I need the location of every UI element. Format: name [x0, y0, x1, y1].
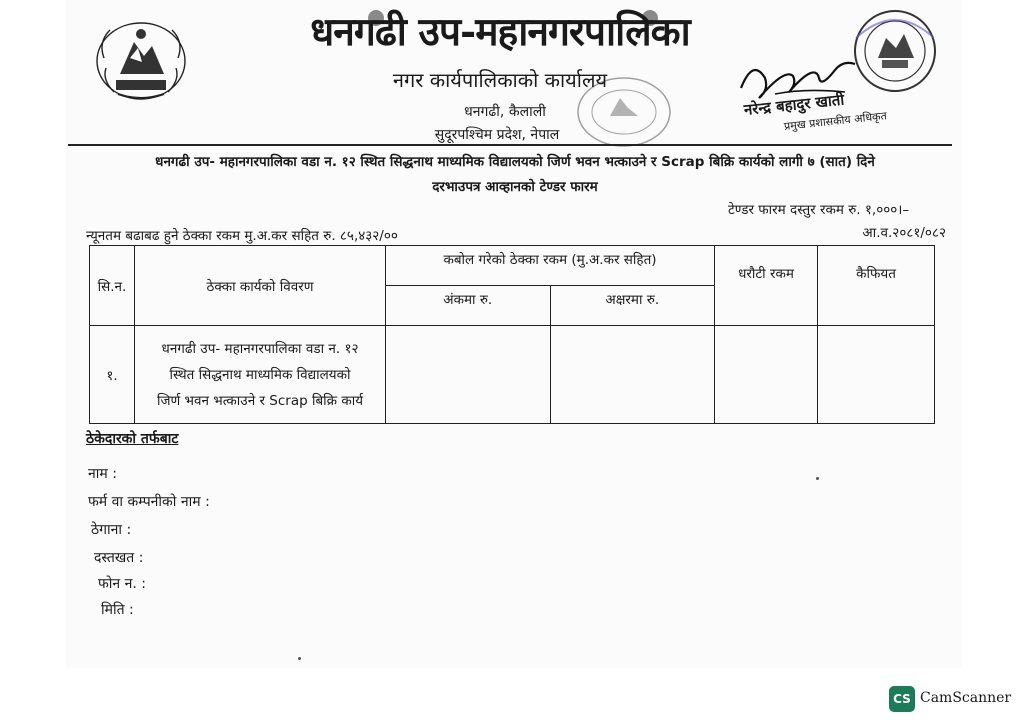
column-header-words: अक्षरमा रु. [550, 286, 715, 326]
field-name[interactable]: नाम : [88, 466, 117, 482]
fiscal-year: आ.व.२०८१/०८२ [862, 225, 946, 241]
column-header-remarks: कैफियत [818, 246, 935, 326]
signatory-name: नरेन्द्र बहादुर खाती [743, 90, 846, 119]
bid-figures-cell[interactable] [386, 326, 551, 424]
address-line-2: सुदूरपश्चिम प्रदेश, नेपाल [434, 127, 560, 143]
form-fee: टेण्डर फारम दस्तुर रकम रु. १,०००।– [728, 202, 910, 218]
column-header-deposit: धरौटी रकम [715, 246, 818, 326]
signatory-role: प्रमुख प्रशासकीय अधिकृत [783, 109, 888, 133]
bid-words-cell[interactable] [550, 326, 715, 424]
column-header-sn: सि.न. [90, 246, 135, 326]
description-line: जिर्ण भवन भत्काउने र Scrap बिक्रि कार्य [156, 392, 364, 409]
camscanner-icon: CS [889, 686, 915, 712]
contractor-heading: ठेकेदारको तर्फबाट [86, 431, 179, 447]
notice-subheading: दरभाउपत्र आव्हानको टेण्डर फारम [432, 179, 598, 195]
row-sn: १. [90, 326, 135, 424]
office-name: नगर कार्यपालिकाको कार्यालय [392, 68, 608, 92]
scan-speck [816, 477, 819, 480]
description-line: स्थित सिद्धनाथ माध्यमिक विद्यालयको [169, 366, 351, 383]
nepal-emblem-icon [92, 18, 190, 104]
field-address[interactable]: ठेगाना : [91, 522, 132, 538]
page-title: धनगढी उप-महानगरपालिका [310, 9, 690, 55]
scan-speck [298, 657, 301, 660]
bid-table [89, 245, 935, 424]
field-phone[interactable]: फोन न. : [98, 576, 147, 592]
field-date[interactable]: मिति : [101, 602, 134, 618]
camscanner-label: CamScanner [920, 690, 1012, 706]
address-line-1: धनगढी, कैलाली [464, 104, 546, 120]
row-description [135, 326, 386, 424]
column-header-figures: अंकमा रु. [386, 286, 551, 326]
notice-heading: धनगढी उप- महानगरपालिका वडा न. १२ स्थित सिद्धनाथ माध्यमिक विद्यालयको जिर्ण भवन भत्काउने र Scrap बिक्रि कार्यको लागी ७ (सात) दिने [155, 154, 875, 170]
minimum-amount: न्यूनतम बढाबढ हुने ठेक्का रकम मु.अ.कर सहित रु. ८५,४३२/०० [86, 228, 398, 244]
column-header-description: ठेक्का कार्यको विवरण [135, 246, 386, 326]
table-row [90, 326, 935, 424]
field-firm-name[interactable]: फर्म वा कम्पनीको नाम : [88, 494, 210, 510]
deposit-cell[interactable] [715, 326, 818, 424]
column-header-bid-amount: कबोल गरेको ठेक्का रकम (मु.अ.कर सहित) [386, 246, 715, 286]
remarks-cell[interactable] [818, 326, 935, 424]
field-signature[interactable]: दस्तखत : [94, 550, 144, 566]
header-divider [68, 144, 952, 146]
description-line: धनगढी उप- महानगरपालिका वडा न. १२ [161, 340, 359, 357]
